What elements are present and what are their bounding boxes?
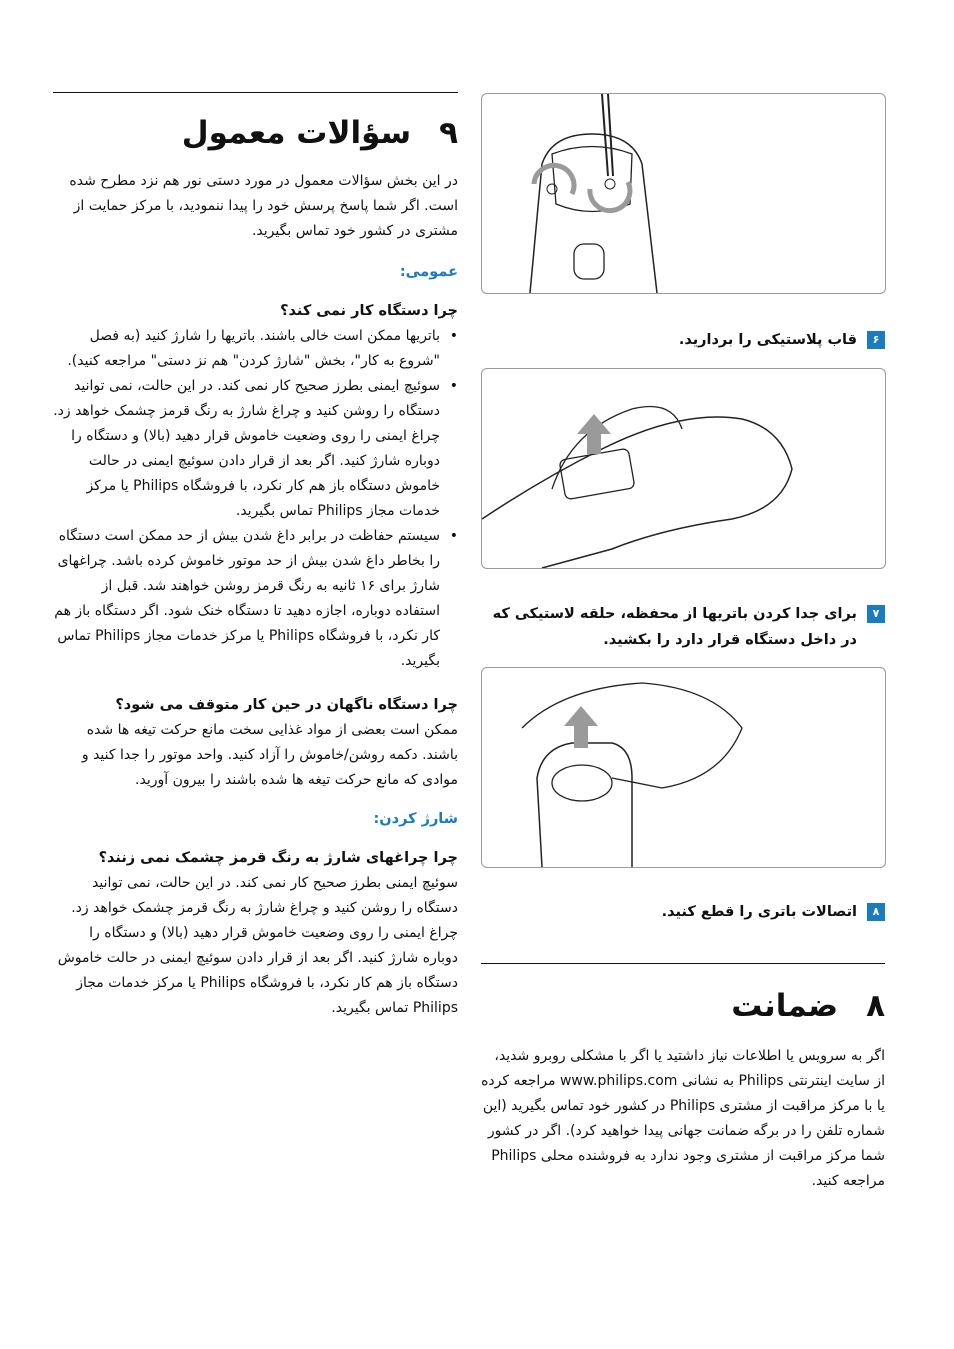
question-1-answers xyxy=(53,324,458,674)
section-rule xyxy=(481,963,885,964)
section-heading xyxy=(481,988,885,1024)
step-number: ۸ xyxy=(867,903,885,921)
step-6 xyxy=(481,327,885,353)
answer-item: • باتریها ممکن است خالی باشند. باتریها را شارژ کنید (به فصل "شروع به کار"، بخش "شارژ کردن" هم نز دستی" مراجعه کنید). xyxy=(53,324,458,374)
question-1: چرا دستگاه کار نمی کند؟ xyxy=(280,303,458,319)
section-title: ضمانت xyxy=(731,988,839,1024)
guarantee-section xyxy=(481,963,885,1194)
guarantee-text: اگر به سرویس یا اطلاعات نیاز داشتید یا اگر با مشکلی روبرو شدید، از سایت اینترنتی Philips به نشانی www.philips.com مراجعه کرده یا با مرکز مراقبت از مشتری Philips در کشور خود تماس بگیرید (این شماره تلفن را در برگه ضمانت جهانی پیدا خواهید کرد). اگر در کشور شما مرکز مراقبت از مشتری وجود ندارد به فروشنده محلی Philips مراجعه کنید. xyxy=(481,1048,885,1189)
section-number: ۹ xyxy=(439,115,458,151)
section-number: ۸ xyxy=(866,988,885,1024)
step-text: اتصالات باتری را قطع کنید. xyxy=(661,904,857,920)
general-heading: عمومی: xyxy=(399,264,458,280)
figure-1 xyxy=(481,93,886,294)
shaver-screws-illustration xyxy=(482,94,885,293)
battery-disconnect-illustration xyxy=(482,668,885,867)
question-3: چرا چراغهای شارژ به رنگ قرمز چشمک نمی زنند؟ xyxy=(98,850,458,866)
section-rule xyxy=(53,92,458,93)
charging-heading: شارژ کردن: xyxy=(373,811,458,827)
step-8 xyxy=(481,899,885,925)
step-7 xyxy=(481,601,885,653)
step-text: قاب پلاستیکی را بردارید. xyxy=(678,332,857,348)
answer-2: ممکن است بعضی از مواد غذایی سخت مانع حرکت تیغه ها شده باشند. دکمه روشن/خاموش را آزاد کنید. واحد موتور را جدا کنید و موادی که مانع حرکت تیغه ها شده باشند را بیرون آورید. xyxy=(81,722,458,788)
section-title: سؤالات معمول xyxy=(181,115,412,151)
step-number: ۶ xyxy=(867,331,885,349)
answer-3: سوئیچ ایمنی بطرز صحیح کار نمی کند. در این حالت، نمی توانید دستگاه را روشن کنید و چراغ شارژ به رنگ قرمز چشمک خواهد زد. چراغ ایمنی را روی وضعیت خاموش قرار دهید (بالا) و دستگاه را دوباره شارژ کنید. اگر بعد از قرار دادن سوئیچ ایمنی در حالت خاموش دستگاه باز هم کار نکرد، با فروشگاه Philips یا مرکز خدمات مجاز Philips تماس بگیرید. xyxy=(57,875,458,1016)
battery-removal-illustration xyxy=(482,369,885,568)
step-text: برای جدا کردن باتریها از محفظه، حلقه لاستیکی که در داخل دستگاه قرار دارد را بکشید. xyxy=(492,606,857,648)
faq-section xyxy=(53,92,458,1021)
answer-item: • سیستم حفاظت در برابر داغ شدن بیش از حد ممکن است دستگاه را بخاطر داغ شدن بیش از حد موتور خاموش کرده باشد. چراغهای شارژ برای ۱۶ ثانیه به رنگ قرمز روشن خواهند شد. قبل از استفاده دوباره، اجازه دهید تا دستگاه خنک شود. اگر دستگاه باز هم کار نکرد، با فروشگاه Philips یا مرکز خدمات مجاز Philips تماس بگیرید. xyxy=(53,524,458,674)
answer-item: • سوئیچ ایمنی بطرز صحیح کار نمی کند. در این حالت، نمی توانید دستگاه را روشن کنید و چراغ شارژ به رنگ قرمز چشمک خواهد زد. چراغ ایمنی را روی وضعیت خاموش قرار دهید (بالا) و دستگاه را دوباره شارژ کنید. اگر بعد از قرار دادن سوئیچ ایمنی در حالت خاموش دستگاه باز هم کار نکرد، با فروشگاه Philips یا مرکز خدمات مجاز Philips تماس بگیرید. xyxy=(53,374,458,524)
figure-3 xyxy=(481,667,886,868)
section-heading xyxy=(53,115,458,151)
figure-2 xyxy=(481,368,886,569)
section-intro: در این بخش سؤالات معمول در مورد دستی نور هم نزد مطرح شده است. اگر شما پاسخ پرسش خود را پیدا ننمودید، با مرکز حمایت از مشتری در کشور خود تماس بگیرید. xyxy=(69,173,458,239)
question-2: چرا دستگاه ناگهان در حین کار متوقف می شود؟ xyxy=(115,697,458,713)
step-number: ۷ xyxy=(867,605,885,623)
